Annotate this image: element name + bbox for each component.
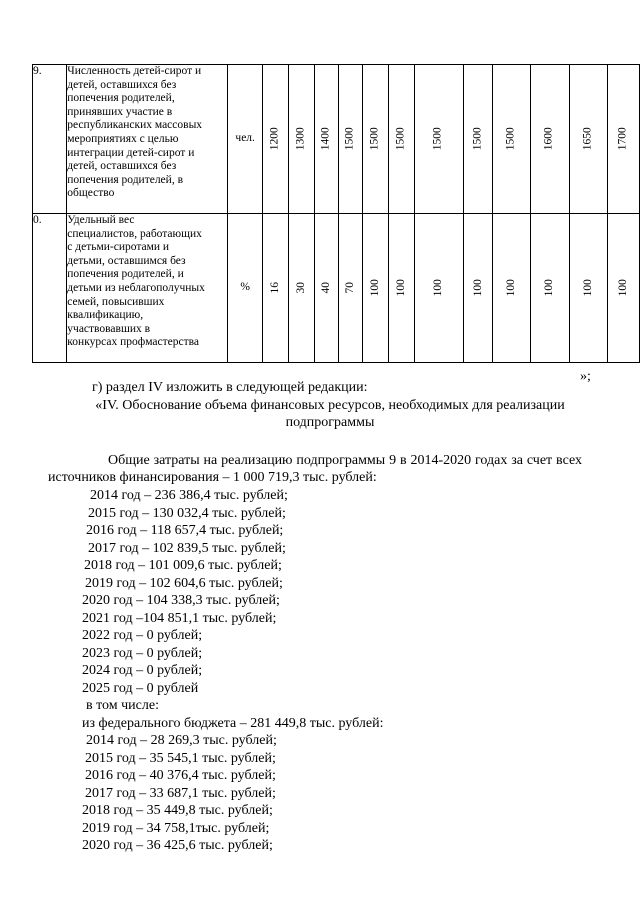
indicators-table: [32, 64, 640, 363]
indicator-line: республиканских массовых: [67, 119, 203, 132]
value-cell: [493, 214, 530, 363]
value-cell: [414, 214, 463, 363]
indicator-line: попечения родителей, и: [67, 268, 184, 281]
total-year-line: 2022 год – 0 рублей;: [82, 628, 203, 643]
indicator-line: детей, оставшихся без: [67, 160, 177, 173]
section-title-line: подпрограммы: [285, 415, 375, 430]
indicator-name: [67, 214, 228, 363]
total-year-line: 2020 год – 104 338,3 тыс. рублей;: [82, 593, 280, 608]
value-text: 1650: [582, 127, 595, 151]
value-text: 1500: [394, 127, 407, 151]
section-title-line: «IV. Обоснование объема финансовых ресурсов, необходимых для реализации: [95, 398, 565, 413]
value-text: 30: [294, 282, 307, 294]
federal-year-line: 2016 год – 40 376,4 тыс. рублей;: [85, 768, 276, 783]
table-row: [33, 65, 640, 214]
value-text: 100: [543, 279, 556, 297]
indicator-line: детей, оставшихся без: [67, 78, 177, 91]
value-text: 100: [504, 279, 517, 297]
total-year-line: 2019 год – 102 604,6 тыс. рублей;: [85, 576, 283, 591]
indicator-line: участвовавших в: [67, 322, 151, 335]
value-cell: [263, 214, 289, 363]
indicator-name: [67, 65, 228, 214]
value-text: 100: [431, 279, 444, 297]
indicator-line: мероприятиях с целью: [67, 132, 179, 145]
table-row: [33, 214, 640, 363]
closing-quote-mark: »;: [580, 369, 591, 384]
value-cell: [338, 65, 362, 214]
total-year-line: 2014 год – 236 386,4 тыс. рублей;: [90, 488, 288, 503]
value-cell: [530, 65, 570, 214]
federal-budget-line: из федерального бюджета – 281 449,8 тыс. рублей:: [82, 716, 384, 731]
federal-year-line: 2017 год – 33 687,1 тыс. рублей;: [85, 786, 276, 801]
value-cell: [608, 214, 640, 363]
indicator-line: специалистов, работающих: [67, 227, 202, 240]
value-cell: [493, 65, 530, 214]
value-text: 1700: [616, 127, 629, 151]
value-text: 100: [394, 279, 407, 297]
row-number: 9.: [33, 65, 67, 214]
value-cell: [263, 65, 289, 214]
value-text: 1300: [294, 127, 307, 151]
value-text: 16: [268, 282, 281, 294]
federal-year-line: 2020 год – 36 425,6 тыс. рублей;: [82, 838, 273, 853]
total-costs-paragraph: Общие затраты на реализацию подпрограммы 9 в 2014-2020 годах за счет всех источников финансирования – 1 000 719,3 тыс. рублей:: [48, 453, 582, 485]
unit-cell: чел.: [228, 65, 263, 214]
total-year-line: 2015 год – 130 032,4 тыс. рублей;: [88, 506, 286, 521]
total-year-line: 2025 год – 0 рублей: [82, 681, 199, 696]
value-cell: [289, 65, 315, 214]
value-cell: [314, 65, 338, 214]
total-year-line: 2021 год –104 851,1 тыс. рублей;: [82, 611, 277, 626]
value-cell: [463, 65, 493, 214]
indicator-line: конкурсах профмастерства: [67, 336, 199, 349]
value-text: 70: [343, 282, 356, 294]
indicator-line: детьми из неблагополучных: [67, 281, 205, 294]
value-text: 100: [616, 279, 629, 297]
total-year-line: 2016 год – 118 657,4 тыс. рублей;: [86, 523, 284, 538]
indicator-line: интеграции детей-сирот и: [67, 146, 195, 159]
row-number: 0.: [33, 214, 67, 363]
value-text: 100: [368, 279, 381, 297]
indicator-line: общество: [67, 187, 115, 200]
federal-year-line: 2014 год – 28 269,3 тыс. рублей;: [86, 733, 277, 748]
value-cell: [362, 65, 388, 214]
value-text: 1400: [319, 127, 332, 151]
federal-year-line: 2015 год – 35 545,1 тыс. рублей;: [85, 751, 276, 766]
including-label: в том числе:: [86, 698, 159, 713]
federal-year-line: 2019 год – 34 758,1тыс. рублей;: [82, 821, 270, 836]
value-cell: [289, 214, 315, 363]
value-text: 1500: [431, 127, 444, 151]
section-title: [40, 397, 620, 431]
value-text: 40: [319, 282, 332, 294]
indicator-line: попечения родителей, в: [67, 173, 183, 186]
value-text: 100: [471, 279, 484, 297]
unit-cell: %: [228, 214, 263, 363]
total-year-line: 2017 год – 102 839,5 тыс. рублей;: [88, 541, 286, 556]
value-cell: [608, 65, 640, 214]
federal-year-line: 2018 год – 35 449,8 тыс. рублей;: [82, 803, 273, 818]
value-text: 1500: [368, 127, 381, 151]
item-g-text: г) раздел IV изложить в следующей редакции:: [92, 380, 368, 395]
value-text: 1200: [268, 127, 281, 151]
indicator-line: попечения родителей,: [67, 92, 175, 105]
value-cell: [570, 214, 608, 363]
indicator-line: квалификацию,: [67, 309, 144, 322]
value-cell: [314, 214, 338, 363]
value-cell: [414, 65, 463, 214]
indicator-line: принявших участие в: [67, 105, 173, 118]
value-cell: [530, 214, 570, 363]
value-cell: [463, 214, 493, 363]
value-cell: [362, 214, 388, 363]
total-year-line: 2018 год – 101 009,6 тыс. рублей;: [84, 558, 282, 573]
indicator-line: Удельный вес: [67, 214, 135, 226]
value-cell: [338, 214, 362, 363]
value-cell: [570, 65, 608, 214]
value-text: 1500: [504, 127, 517, 151]
indicator-line: Численность детей-сирот и: [67, 65, 202, 77]
total-year-line: 2023 год – 0 рублей;: [82, 646, 203, 661]
total-year-line: 2024 год – 0 рублей;: [82, 663, 203, 678]
indicator-line: детьми, оставшимся без: [67, 254, 186, 267]
indicator-line: семей, повысивших: [67, 295, 165, 308]
value-cell: [388, 214, 414, 363]
indicator-line: с детьми-сиротами и: [67, 241, 170, 254]
value-cell: [388, 65, 414, 214]
value-text: 1600: [543, 127, 556, 151]
value-text: 1500: [343, 127, 356, 151]
value-text: 100: [582, 279, 595, 297]
value-text: 1500: [471, 127, 484, 151]
